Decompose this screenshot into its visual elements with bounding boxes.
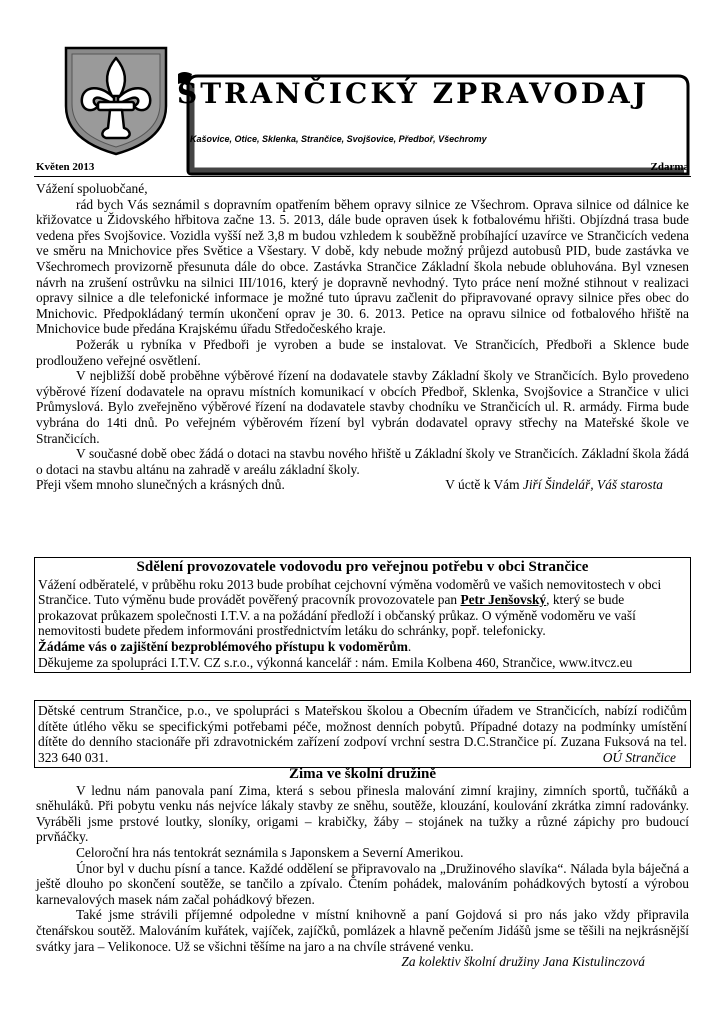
paragraph: V lednu nám panovala paní Zima, která s sebou přinesla malování zimní krajiny, zimních sportů, tučňáků a sněhuláků. Při pobytu venku nás nejvíce lákaly stavby ze sněhu, soutěže, klouzání, koulování zkrátka zimní radovánky. Vyráběli jsme prstové loutky, sloníky, origami – krabičky, žáby – stojánek na tužky a různé zápichy pro budoucí prvňáčky. <box>36 782 689 845</box>
notice-text <box>38 577 687 671</box>
club-signature: Za kolektiv školní družiny Jana Kistulinczová <box>401 954 645 970</box>
daycare-text: Dětské centrum Strančice, p.o., ve spolupráci s Mateřskou školou a Obecním úřadem ve Strančicích, nabízí rodičům dítěte útlého věku se specifickými potřebami péče, možnost denních pobytů. Případné dotazy na podmínky umístění dítěte do denního stacionáře při zdravotnickém zařízení zodpoví vrchní sestra D.C.Strančice pí. Zuzana Fuksová na tel. 323 640 031. <box>38 703 687 765</box>
paragraph: Požerák u rybníka v Předboři je vyroben a bude se instalovat. Ve Strančicích, Předboři a Sklence bude prodlouženo veřejné osvětlení. <box>36 336 689 368</box>
header-divider <box>34 176 691 177</box>
mayor-letter <box>36 181 689 493</box>
worker-name: Petr Jenšovský <box>460 592 547 608</box>
notice-text-part: , který se bude prokazovat průkazem společnosti I.T.V. a na požádání předloží i občanský průkaz. O výměně vodoměru ve vaší nemovitosti budete předem informováni prostřednictvím letáku do schránky, popř. telefonicky. <box>38 592 636 639</box>
paragraph: V nejbližší době proběhne výběrové řízení na dodavatele stavby Základní školy ve Strančicích. Bylo provedeno výběrové řízení dodavatele na opravu místních komunikací v obcích Předboř, Sklenka, Svojšovice a Strančice v ulici Průmyslová. Bylo zveřejněno výběrové řízení na dodavatele stavby chodníku ve Strančicích ul. R. armády. Firma bude vybrána do 14ti dnů. Po veřejném výběrovém řízení byl vybrán dodavatel opravy střechy na Mateřské škole ve Strančicích. <box>36 368 689 446</box>
closing: Přeji všem mnoho slunečných a krásných dnů. <box>36 477 285 493</box>
signature-prefix: V úctě k Vám <box>445 477 523 493</box>
paragraph: rád bych Vás seznámil s dopravním opatřením během opravy silnice ze Všechrom. Oprava silnice od dálnice ke křižovatce u Židovského hřbitova začne 13. 5. 2013, dále bude opraven úsek k fotbalovému hřišti. Objízdná trasa bude vedena přes Svojšovice. Vozidla vyšší než 3,8 m budou vzhledem k souběžně probíhající uzavírce ve Strančicích vedena ve směru na Mnichovice přes Světice a Všestary. V době, kdy nebude možný průjezd autobusů PID, bude zastávka ve Všechromech provizorně přesunuta dále do obce. Zastávka Strančice Základní škola nebude obluhována. Byl vznesen návrh na zrušení ostrůvku na silnici III/1016, který je dopravně nevhodný. Tyto práce není možné stihnout v realizaci opravy silnice a dle telefonické informace je možné tuto úpravu začlenit do připravované opravy silnice přes obec do Mnichovic. Předpokládaný termín ukončení oprav je 30. 6. 2013. Petice na opravu silnice od fotbalového hřiště na Mnichovice bude předána Krajskému úřadu Středočeského kraje. <box>36 196 689 337</box>
signature-line <box>445 477 663 493</box>
notice-text-part: . <box>407 638 412 654</box>
coat-of-arms-icon <box>60 44 172 156</box>
access-request: Žádáme vás o zajištění bezproblémového přístupu k vodoměrům <box>38 638 408 654</box>
notice-title: Sdělení provozovatele vodovodu pro veřejnou potřebu v obci Strančice <box>136 559 589 575</box>
price-label: Zdarma <box>650 161 689 173</box>
article-title: Zima ve školní družině <box>288 766 437 782</box>
water-meter-notice <box>34 557 691 673</box>
villages-subtitle: Kašovice, Otice, Sklenka, Strančice, Svojšovice, Předboř, Všechromy <box>190 134 487 144</box>
after-school-club-article <box>36 767 689 970</box>
paragraph: V současné době obec žádá o dotaci na stavbu nového hřiště u Základní školy ve Strančicích. Základní škola žádá o dotaci na stavbu altánu na zahradě v areálu základní školy. <box>36 446 689 477</box>
greeting: Vážení spoluobčané, <box>36 181 148 196</box>
municipality-signature: OÚ Strančice <box>602 749 676 765</box>
closing-row <box>36 477 689 493</box>
newsletter-title: STRANČICKÝ ZPRAVODAJ <box>177 77 649 110</box>
thanks-line: Děkujeme za spolupráci I.T.V. CZ s.r.o., výkonná kancelář : nám. Emila Kolbena 460, Strančice, www.itvcz.eu <box>38 654 633 670</box>
daycare-notice <box>34 700 691 768</box>
issue-date: Květen 2013 <box>36 161 95 173</box>
paragraph: Celoroční hra nás tentokrát seznámila s Japonskem a Severní Amerikou. <box>76 844 464 860</box>
paragraph: Také jsme strávili příjemné odpoledne v místní knihovně a paní Gojdová si pro nás jako vždy připravila čtenářskou soutěž. Malováním kuřátek, vajíček, zajíčků, pomlázek a hlavně pečením Jidášů jsme se těšili na nejkrásnější svátky jara – Velikonoce. Už se všichni těšíme na jaro a na chvíle strávené venku. <box>36 907 689 954</box>
notice-text-part: Vážení odběratelé, v průběhu roku 2013 bude probíhat cejchovní výměna vodoměrů ve vašich nemovitostech v obci Strančice. Tuto výměnu bude provádět pověřený pracovník provozovatele pan <box>38 576 662 608</box>
mayor-signature: Jiří Šindelář, Váš starosta <box>522 477 663 493</box>
paragraph: Únor byl v duchu písní a tance. Každé oddělení se připravovalo na „Družinového slavíka“. Nálada byla báječná a ještě dlouho po skončení soutěže, se tančilo a zpívalo. Čtením pohádek, malováním pohádkových bytostí a výrobou karnevalových masek nám začal pohádkový březen. <box>36 860 689 907</box>
